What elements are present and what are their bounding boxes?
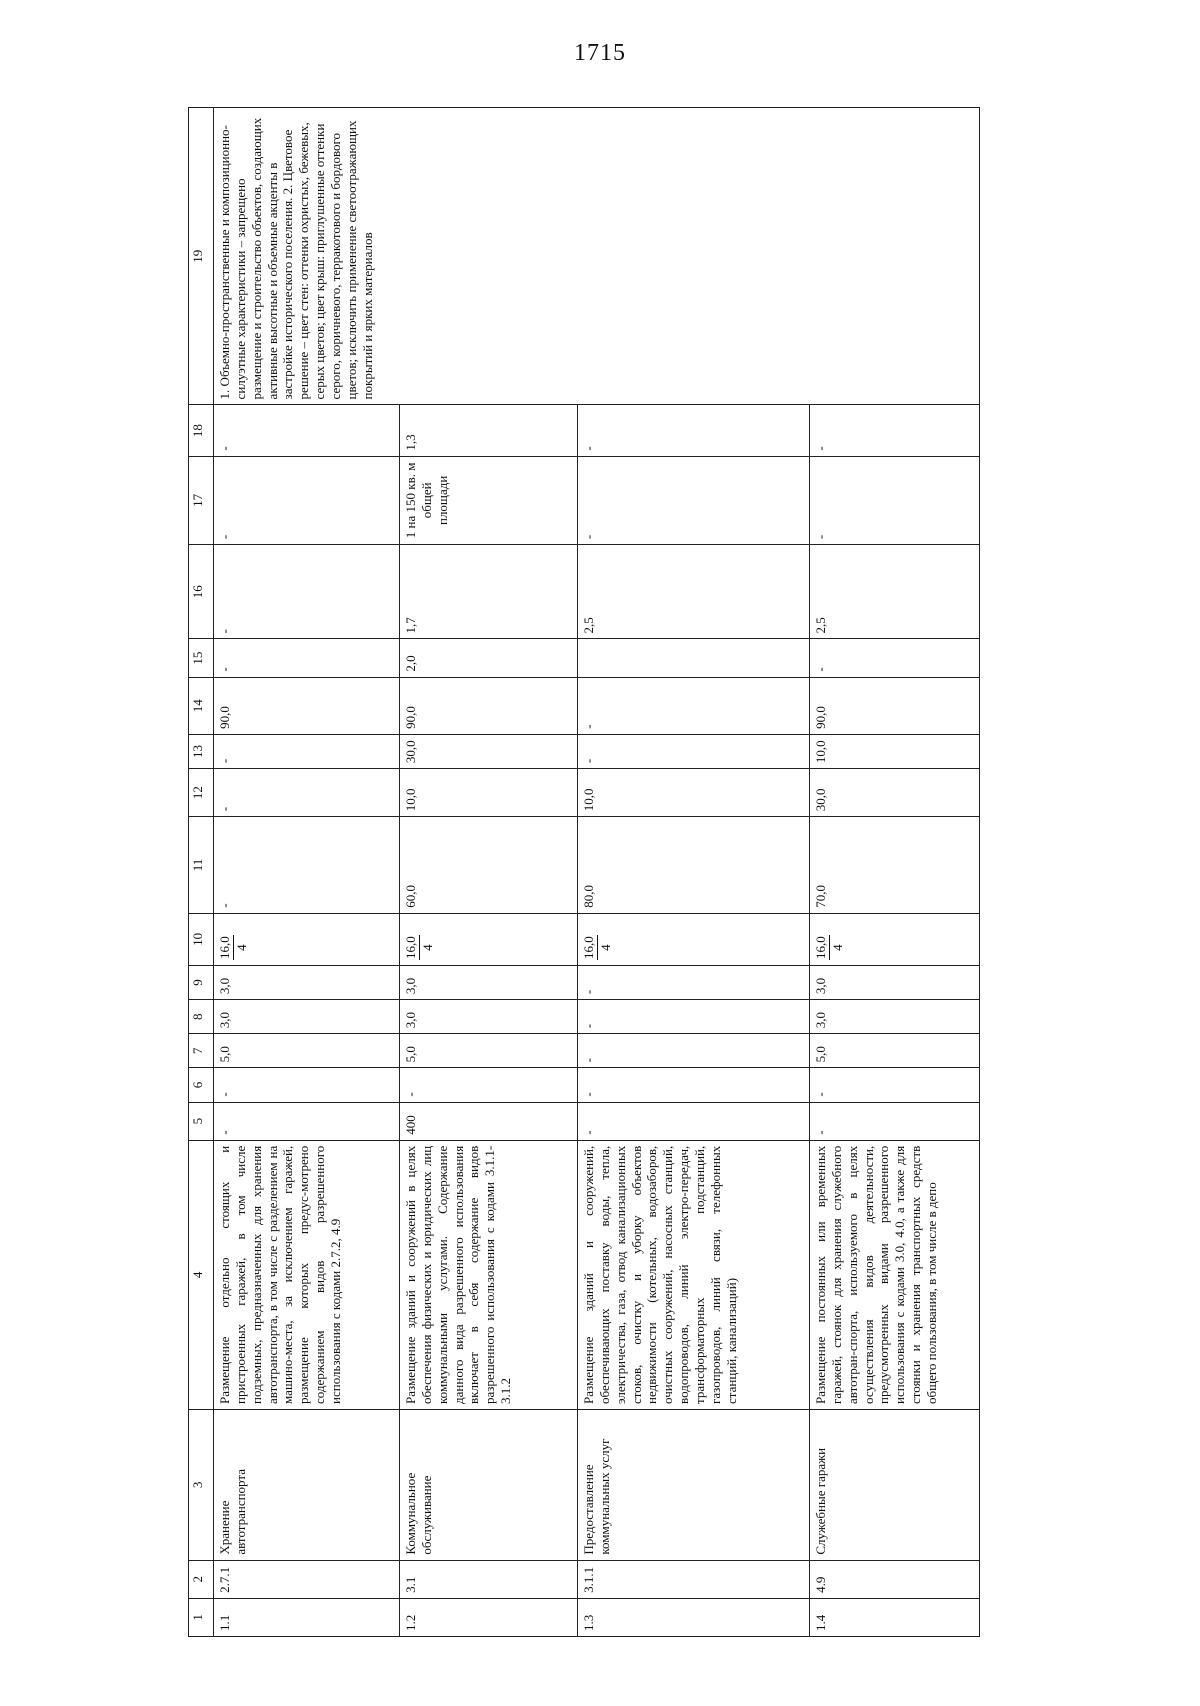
value-cell: 90,0	[400, 677, 578, 734]
value-cell: 3,0	[810, 1000, 980, 1034]
value-cell: 2,5	[810, 545, 980, 639]
value-cell: -	[810, 1102, 980, 1140]
value-cell: 3,0	[214, 1000, 400, 1034]
regulations-table	[188, 107, 980, 1637]
col-header: 1	[189, 1598, 214, 1636]
value-cell: 2,0	[400, 639, 578, 677]
value-cell: 3,0	[214, 965, 400, 999]
fraction-denominator: 4	[829, 944, 845, 951]
value-cell: -	[578, 1000, 810, 1034]
row-number: 1.3	[578, 1598, 810, 1636]
value-cell: -	[578, 456, 810, 544]
col-header: 5	[189, 1102, 214, 1140]
value-cell: 10,0	[400, 769, 578, 817]
parking-norm-cell: 1 на 150 кв. м общей площади	[400, 456, 578, 544]
value-cell: -	[400, 1068, 578, 1102]
value-cell: -	[810, 456, 980, 544]
value-cell: -	[214, 639, 400, 677]
use-type-cell: Хранение автотранспорта	[214, 1409, 400, 1560]
value-cell: -	[214, 545, 400, 639]
description-cell: Размещение постоянных или временных гаражей, стоянок для хранения служебного автотран-спорта, используемого в целях осуществления видов деятельности, предусмотренных видами разрешенного использования с кодами 3.0, 4.0, а также для стоянки и хранения транспортных средств общего пользования, в том числе в депо	[810, 1140, 980, 1409]
value-cell: -	[214, 734, 400, 768]
value-cell: 90,0	[214, 677, 400, 734]
value-cell: -	[578, 1068, 810, 1102]
rotated-sheet	[188, 107, 976, 1637]
fraction-numerator: 16,0	[217, 936, 232, 959]
value-cell: -	[578, 677, 810, 734]
col-header: 8	[189, 1000, 214, 1034]
fraction-denominator: 4	[233, 944, 249, 951]
page-number: 1715	[574, 40, 626, 66]
value-cell: 60,0	[400, 817, 578, 913]
col-header: 14	[189, 677, 214, 734]
row-number: 1.1	[214, 1598, 400, 1636]
value-cell: 400	[400, 1102, 578, 1140]
row-number: 1.4	[810, 1598, 980, 1636]
value-cell: 80,0	[578, 817, 810, 913]
value-cell: 3,0	[810, 965, 980, 999]
value-cell: -	[214, 769, 400, 817]
use-type-cell: Предоставление коммунальных услуг	[578, 1409, 810, 1560]
col-header: 7	[189, 1034, 214, 1068]
col-header: 9	[189, 965, 214, 999]
value-cell: 10,0	[578, 769, 810, 817]
col-header: 11	[189, 817, 214, 913]
value-cell: -	[810, 405, 980, 456]
value-cell: -	[214, 817, 400, 913]
value-cell: 5,0	[810, 1034, 980, 1068]
value-cell: 1,3	[400, 405, 578, 456]
value-cell: 30,0	[810, 769, 980, 817]
value-cell: -	[578, 1102, 810, 1140]
col-header: 10	[189, 913, 214, 965]
value-cell: 10,0	[810, 734, 980, 768]
value-cell: -	[214, 1102, 400, 1140]
value-cell: 30,0	[400, 734, 578, 768]
col-header: 12	[189, 769, 214, 817]
header-row	[189, 108, 214, 1637]
description-cell: Размещение отдельно стоящих и пристроенных гаражей, в том числе подземных, предназначенных для хранения автотранспорта, в том числе с разделением на машино-места, за исключением гаражей, размещение которых предус-мотрено содержанием видов разрешенного использования с кодами 2.7.2, 4.9	[214, 1140, 400, 1409]
col-header: 18	[189, 405, 214, 456]
fraction-denominator: 4	[597, 944, 613, 951]
code-cell: 3.1.1	[578, 1560, 810, 1598]
col-header: 19	[189, 108, 214, 405]
value-cell: 1,7	[400, 545, 578, 639]
description-cell: Размещение зданий и сооружений в целях обеспечения физических и юридических лиц коммунальными услугами. Содержание данного вида разрешенного использования включает в себя содержание видов разрешенного использования с кодами 3.1.1-3.1.2	[400, 1140, 578, 1409]
height-fraction-cell	[400, 913, 578, 965]
height-fraction	[581, 935, 614, 960]
architectural-requirements-cell: 1. Объемно-пространственные и композиционно-силуэтные характеристики – запрещено размещение и строительство объектов, создающих активные высотные и объемные акценты в застройке исторического поселения. 2. Цветовое решение – цвет стен: оттенки охристых, бежевых, серых цветов; цвет крыш: приглушенные оттенки серого, коричневого, терракотового и бордового цветов; исключить применение светоотражающих покрытий и ярких материалов	[214, 108, 980, 405]
height-fraction	[217, 935, 250, 960]
height-fraction	[813, 935, 846, 960]
value-cell: 2,5	[578, 545, 810, 639]
fraction-denominator: 4	[419, 944, 435, 951]
value-cell: -	[578, 405, 810, 456]
value-cell: -	[214, 1068, 400, 1102]
col-header: 13	[189, 734, 214, 768]
value-cell: -	[578, 965, 810, 999]
col-header: 16	[189, 545, 214, 639]
col-header: 17	[189, 456, 214, 544]
col-header: 6	[189, 1068, 214, 1102]
col-header: 2	[189, 1560, 214, 1598]
value-cell: 90,0	[810, 677, 980, 734]
description-cell: Размещение зданий и сооружений, обеспечивающих поставку воды, тепла, электричества, газа, отвод канализационных стоков, очистку и уборку объектов недвижимости (котельных, водозаборов, очистных сооружений, насосных станций, водопроводов, линий электро-передач, трансформаторных подстанций, газопроводов, линий связи, телефонных станций, канализаций)	[578, 1140, 810, 1409]
fraction-numerator: 16,0	[403, 936, 418, 959]
height-fraction-cell	[810, 913, 980, 965]
height-fraction-cell	[214, 913, 400, 965]
value-cell	[578, 639, 810, 677]
fraction-numerator: 16,0	[813, 936, 828, 959]
col-header: 3	[189, 1409, 214, 1560]
value-cell: 70,0	[810, 817, 980, 913]
value-cell: -	[578, 734, 810, 768]
value-cell: -	[578, 1034, 810, 1068]
value-cell: -	[810, 1068, 980, 1102]
use-type-cell: Служебные гаражи	[810, 1409, 980, 1560]
table-row	[214, 108, 400, 1637]
value-cell: -	[810, 639, 980, 677]
code-cell: 4.9	[810, 1560, 980, 1598]
row-number: 1.2	[400, 1598, 578, 1636]
code-cell: 3.1	[400, 1560, 578, 1598]
use-type-cell: Коммунальное обслуживание	[400, 1409, 578, 1560]
value-cell: -	[214, 405, 400, 456]
value-cell: 3,0	[400, 965, 578, 999]
value-cell: 3,0	[400, 1000, 578, 1034]
value-cell: 5,0	[214, 1034, 400, 1068]
col-header: 15	[189, 639, 214, 677]
value-cell: 5,0	[400, 1034, 578, 1068]
height-fraction	[403, 935, 436, 960]
fraction-numerator: 16,0	[581, 936, 596, 959]
value-cell: -	[214, 456, 400, 544]
code-cell: 2.7.1	[214, 1560, 400, 1598]
height-fraction-cell	[578, 913, 810, 965]
col-header: 4	[189, 1140, 214, 1409]
